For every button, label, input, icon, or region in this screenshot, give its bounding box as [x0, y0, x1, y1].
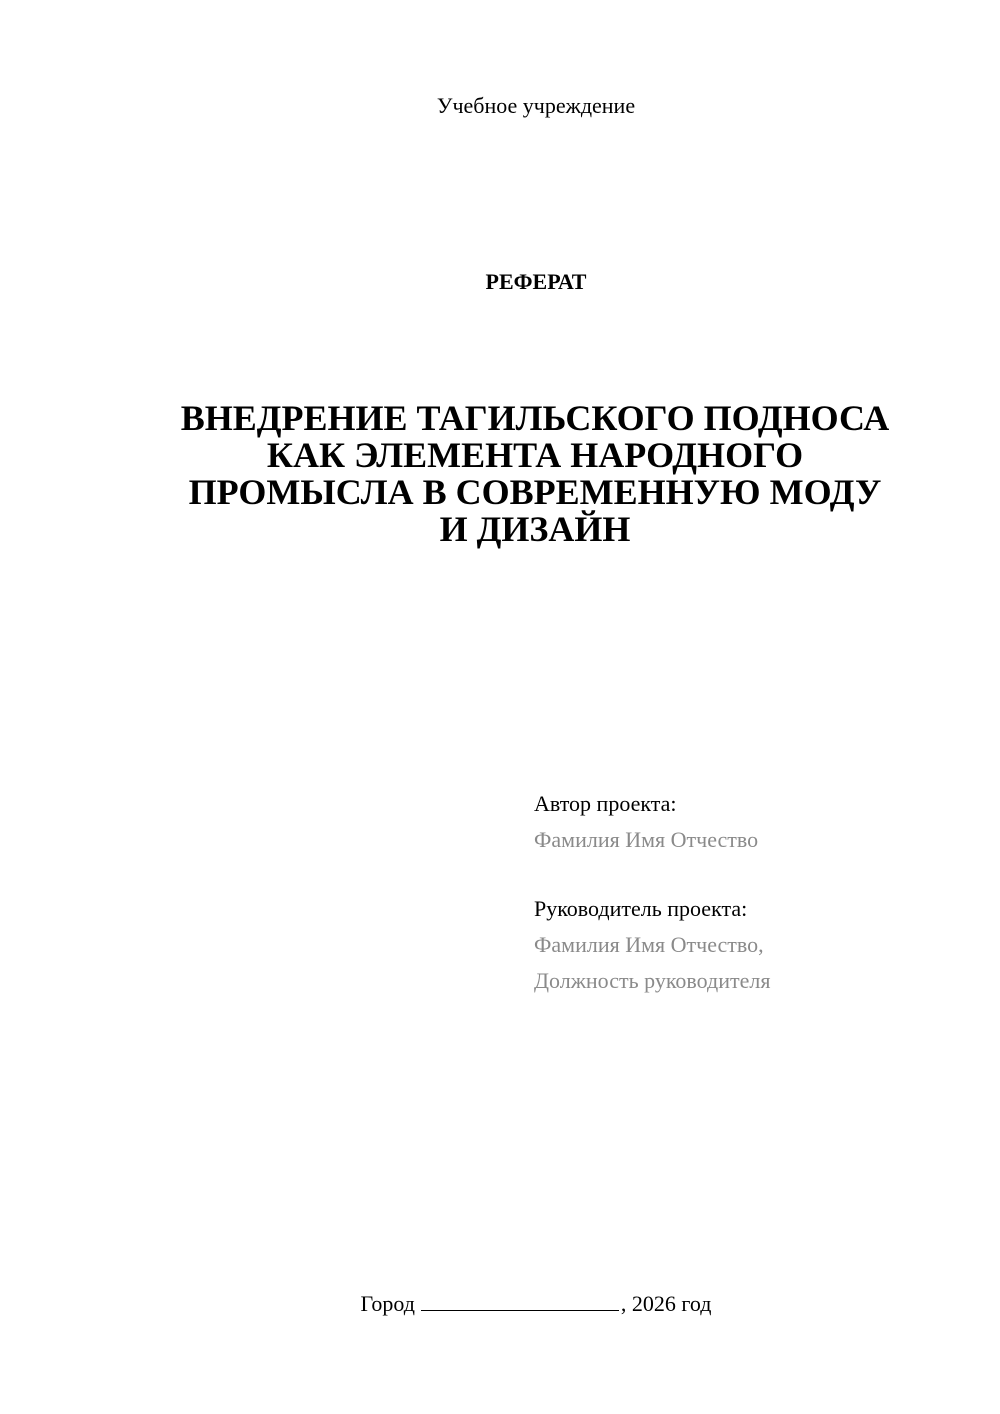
- document-title: [130, 400, 940, 548]
- title-line: ПРОМЫСЛА В СОВРЕМЕННУЮ МОДУ: [188, 472, 882, 512]
- supervisor-block: [534, 895, 974, 1003]
- title-line: ВНЕДРЕНИЕ ТАГИЛЬСКОГО ПОДНОСА: [180, 398, 890, 438]
- title-line: И ДИЗАЙН: [439, 509, 631, 549]
- year-text: , 2026 год: [620, 1291, 712, 1316]
- supervisor-name: Фамилия Имя Отчество,: [534, 932, 764, 957]
- author-label: Автор проекта:: [534, 791, 677, 816]
- author-block: [534, 790, 974, 862]
- supervisor-label: Руководитель проекта:: [534, 896, 748, 921]
- supervisor-position: Должность руководителя: [534, 968, 771, 993]
- document-type: РЕФЕРАТ: [485, 269, 587, 294]
- title-line: КАК ЭЛЕМЕНТА НАРОДНОГО: [266, 435, 804, 475]
- institution-name: Учебное учреждение: [436, 93, 636, 118]
- author-name: Фамилия Имя Отчество: [534, 827, 759, 852]
- city-blank-field: [421, 1290, 619, 1311]
- city-year-line: [0, 1290, 1000, 1318]
- city-label: Город: [360, 1291, 415, 1316]
